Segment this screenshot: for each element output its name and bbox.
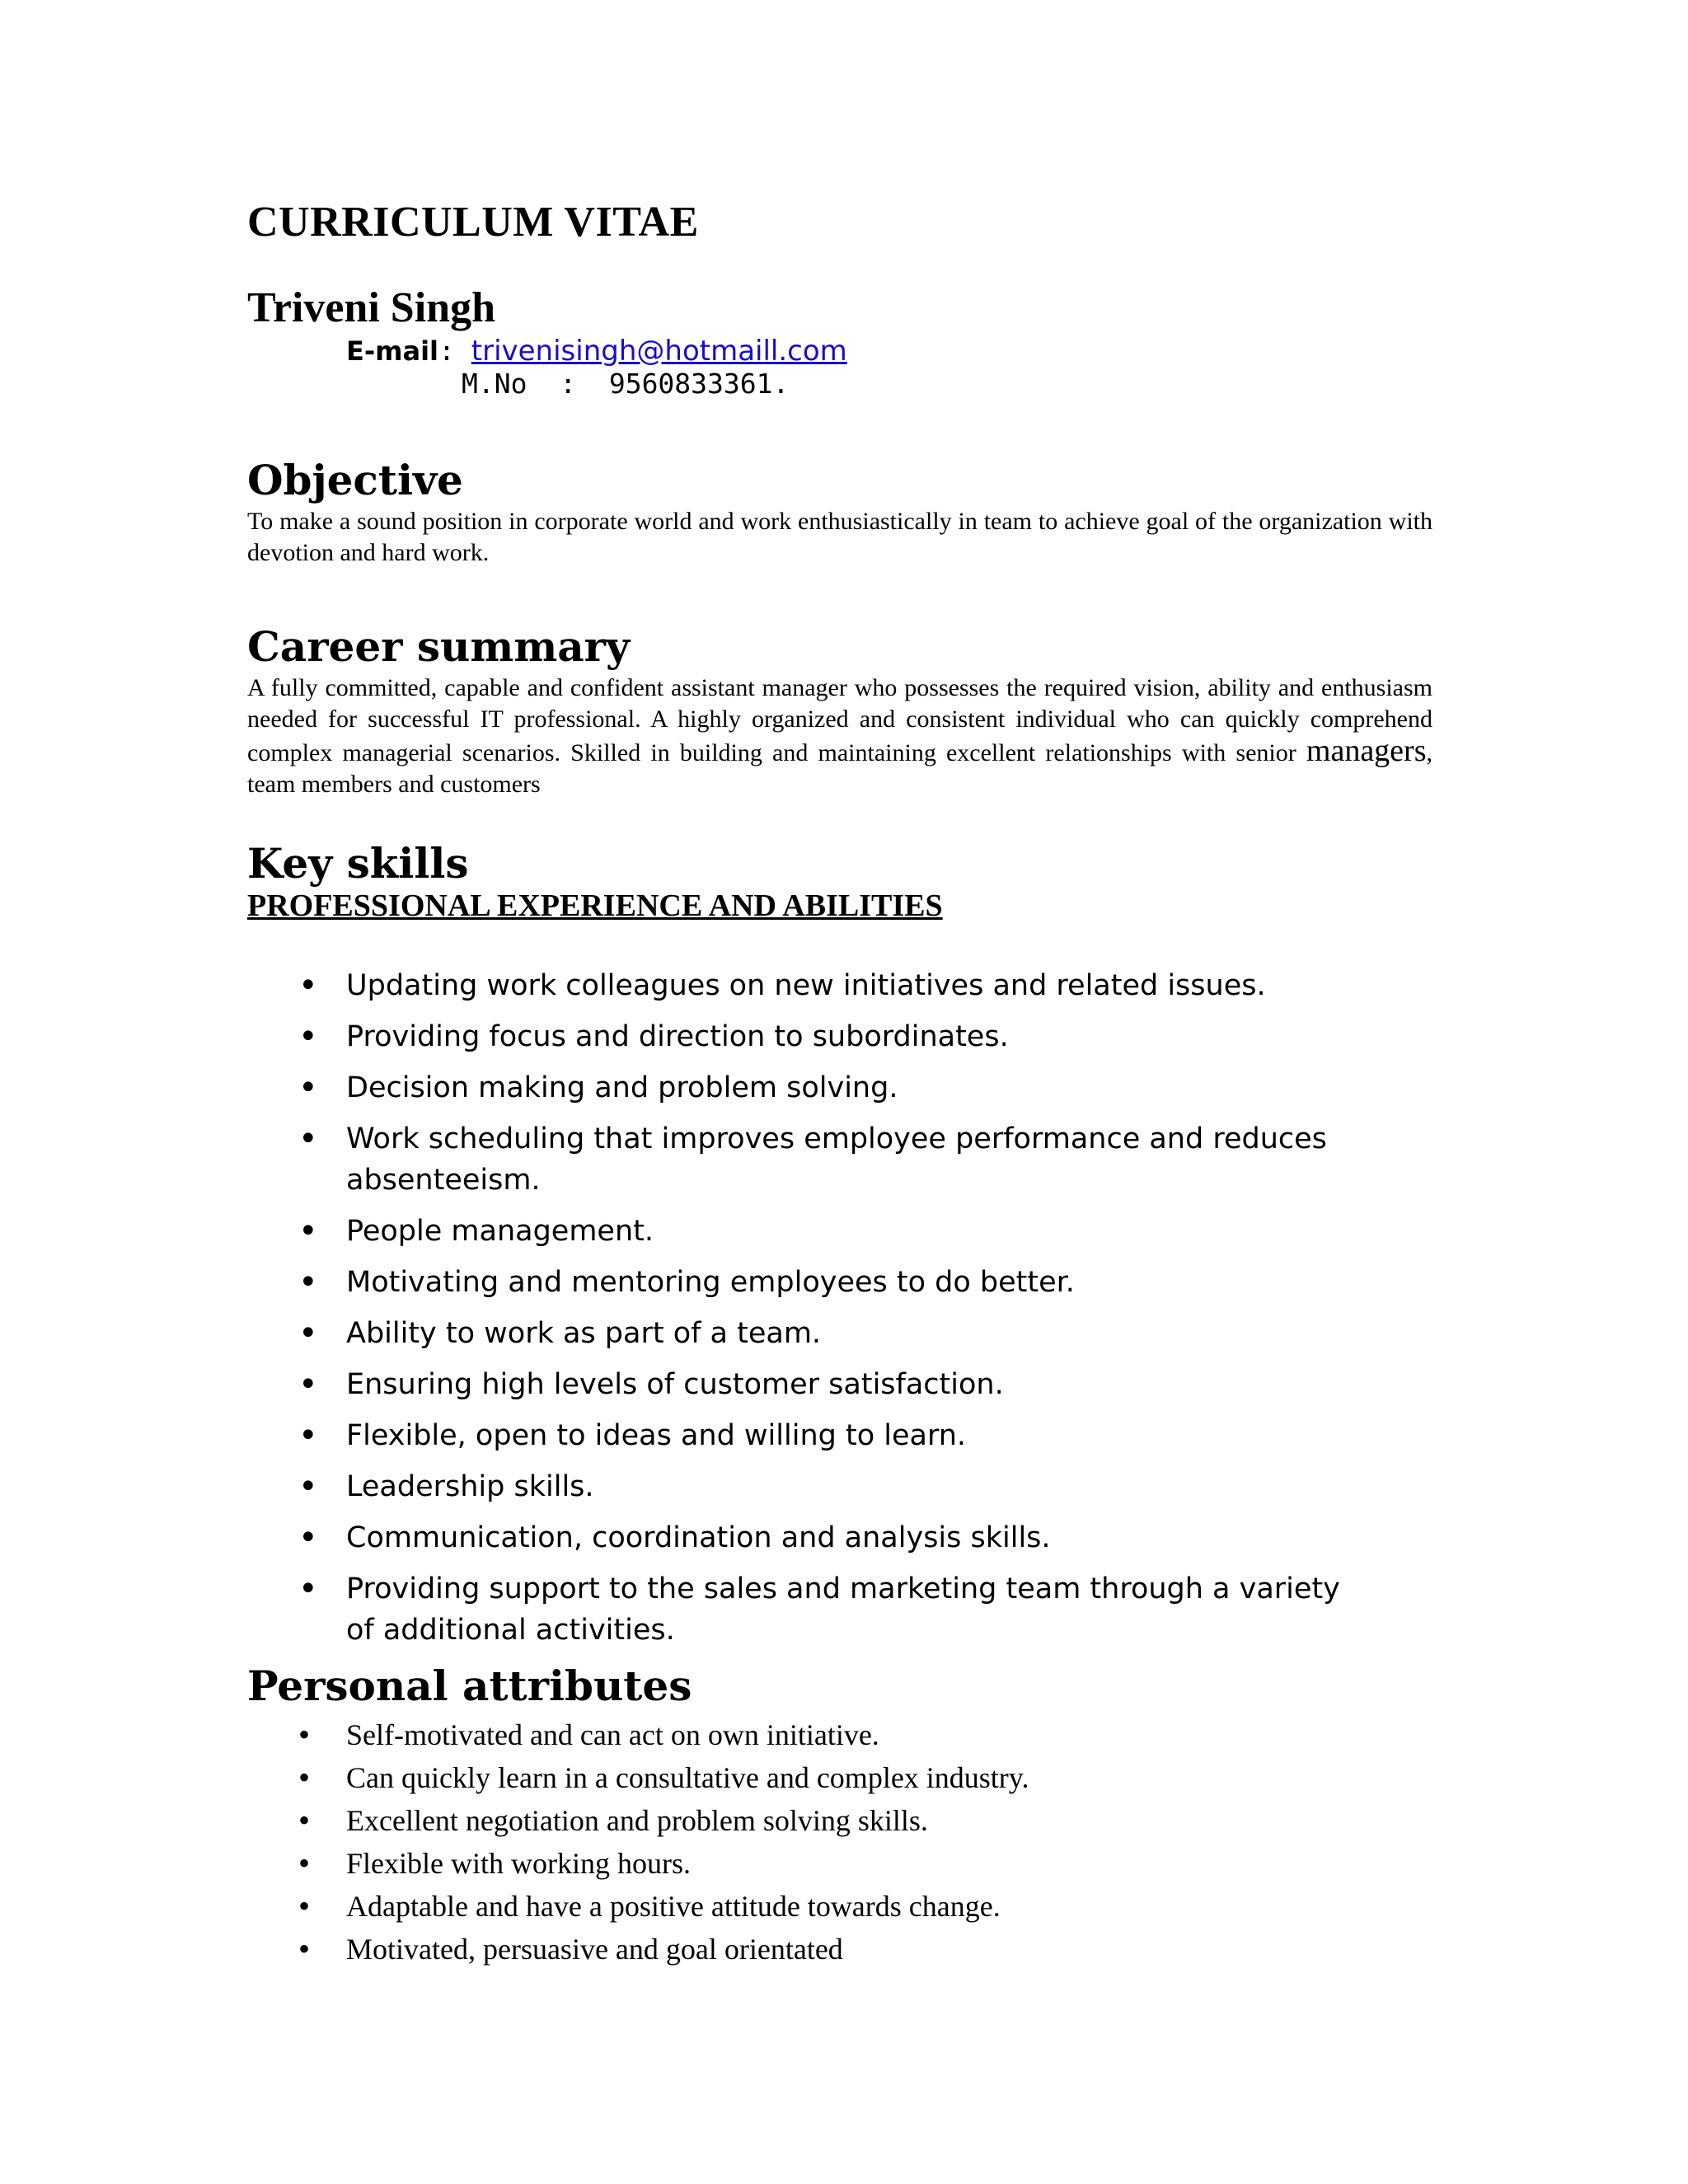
key-skills-list bbox=[247, 965, 1432, 1651]
list-item bbox=[247, 1842, 1432, 1885]
list-item-text: Excellent negotiation and problem solving skills. bbox=[346, 1804, 928, 1837]
bullet-icon: • bbox=[298, 1120, 318, 1158]
mobile-label: M.No bbox=[462, 368, 528, 400]
email-separator: : bbox=[438, 335, 471, 367]
list-item bbox=[247, 1568, 1432, 1651]
list-item-text: Communication, coordination and analysis skills. bbox=[346, 1521, 1051, 1554]
list-item bbox=[247, 1928, 1432, 1971]
mobile-separator: : bbox=[527, 368, 609, 400]
bullet-icon: • bbox=[298, 1570, 318, 1608]
list-item-text: Flexible, open to ideas and willing to learn. bbox=[346, 1419, 967, 1452]
contact-email-line bbox=[346, 335, 1432, 368]
list-item bbox=[247, 1262, 1432, 1303]
list-item-text: Providing focus and direction to subordinates. bbox=[346, 1020, 1009, 1053]
personal-attributes-list bbox=[247, 1713, 1432, 1971]
bullet-icon: • bbox=[298, 1468, 318, 1506]
bullet-icon: • bbox=[298, 1844, 311, 1882]
objective-heading: Objective bbox=[247, 456, 463, 504]
bullet-icon: • bbox=[298, 1759, 311, 1796]
list-item bbox=[247, 1799, 1432, 1842]
list-item bbox=[247, 1313, 1432, 1354]
list-item-text: Providing support to the sales and marketing team through a variety of additional activities. bbox=[346, 1572, 1340, 1647]
list-item bbox=[247, 1885, 1432, 1928]
bullet-icon: • bbox=[298, 1366, 318, 1404]
contact-mobile-line bbox=[462, 368, 1432, 401]
bullet-icon: • bbox=[298, 1263, 318, 1301]
list-item-text: Ability to work as part of a team. bbox=[346, 1317, 822, 1350]
list-item-text: Flexible with working hours. bbox=[346, 1847, 691, 1880]
list-item bbox=[247, 1118, 1432, 1201]
career-summary-text-part2: , team members and customers bbox=[247, 739, 1432, 798]
bullet-icon: • bbox=[298, 1212, 318, 1250]
list-item bbox=[247, 1067, 1432, 1108]
list-item-text: Updating work colleagues on new initiatives and related issues. bbox=[346, 969, 1266, 1002]
candidate-name: Triveni Singh bbox=[247, 284, 496, 331]
bullet-icon: • bbox=[298, 1716, 311, 1753]
list-item-text: Self-motivated and can act on own initiative. bbox=[346, 1718, 879, 1751]
list-item bbox=[247, 1466, 1432, 1507]
bullet-icon: • bbox=[298, 1930, 311, 1967]
document-content bbox=[247, 198, 1432, 1971]
email-link[interactable]: trivenisingh@hotmaill.com bbox=[471, 335, 847, 368]
list-item-text: Can quickly learn in a consultative and complex industry. bbox=[346, 1761, 1029, 1794]
list-item-text: Work scheduling that improves employee performance and reduces absenteeism. bbox=[346, 1122, 1327, 1197]
list-item bbox=[247, 965, 1432, 1006]
bullet-icon: • bbox=[298, 1887, 311, 1924]
list-item-text: Motivated, persuasive and goal orientated bbox=[346, 1933, 843, 1966]
list-item bbox=[247, 1364, 1432, 1405]
career-summary-text bbox=[247, 673, 1432, 800]
list-item-text: People management. bbox=[346, 1215, 654, 1248]
bullet-icon: • bbox=[298, 1802, 311, 1839]
personal-attributes-heading: Personal attributes bbox=[247, 1661, 692, 1710]
list-item-text: Leadership skills. bbox=[346, 1470, 594, 1503]
list-item-text: Motivating and mentoring employees to do better. bbox=[346, 1266, 1075, 1299]
list-item bbox=[247, 1756, 1432, 1799]
bullet-icon: • bbox=[298, 1069, 318, 1107]
list-item bbox=[247, 1713, 1432, 1756]
list-item-text: Adaptable and have a positive attitude towards change. bbox=[346, 1890, 1001, 1923]
objective-text: To make a sound position in corporate world and work enthusiastically in team to achieve goal of the organization with devotion and hard work. bbox=[247, 508, 1432, 566]
mobile-number: 9560833361. bbox=[608, 368, 790, 400]
bullet-icon: • bbox=[298, 1519, 318, 1557]
list-item-text: Ensuring high levels of customer satisfaction. bbox=[346, 1368, 1004, 1401]
email-label: E-mail bbox=[346, 335, 439, 367]
list-item bbox=[247, 1517, 1432, 1558]
list-item bbox=[247, 1016, 1432, 1057]
bullet-icon: • bbox=[298, 1417, 318, 1455]
career-summary-text-part1: A fully committed, capable and confident assistant manager who possesses the required vision, ability and enthusiasm needed for successful IT professional. A highly organized and consistent individual who can quickly comprehend complex managerial scenarios. Skilled in building and maintaining excellent relationships with senior bbox=[247, 674, 1432, 766]
bullet-icon: • bbox=[298, 1315, 318, 1352]
key-skills-heading: Key skills bbox=[247, 839, 469, 888]
document-title: CURRICULUM VITAE bbox=[247, 199, 699, 246]
bullet-icon: • bbox=[298, 1018, 318, 1056]
list-item bbox=[247, 1211, 1432, 1252]
bullet-icon: • bbox=[298, 967, 318, 1005]
key-skills-subheading: PROFESSIONAL EXPERIENCE AND ABILITIES bbox=[247, 888, 943, 923]
career-summary-text-big: managers bbox=[1306, 733, 1427, 768]
list-item-text: Decision making and problem solving. bbox=[346, 1071, 898, 1104]
career-summary-heading: Career summary bbox=[247, 622, 631, 671]
list-item bbox=[247, 1415, 1432, 1456]
